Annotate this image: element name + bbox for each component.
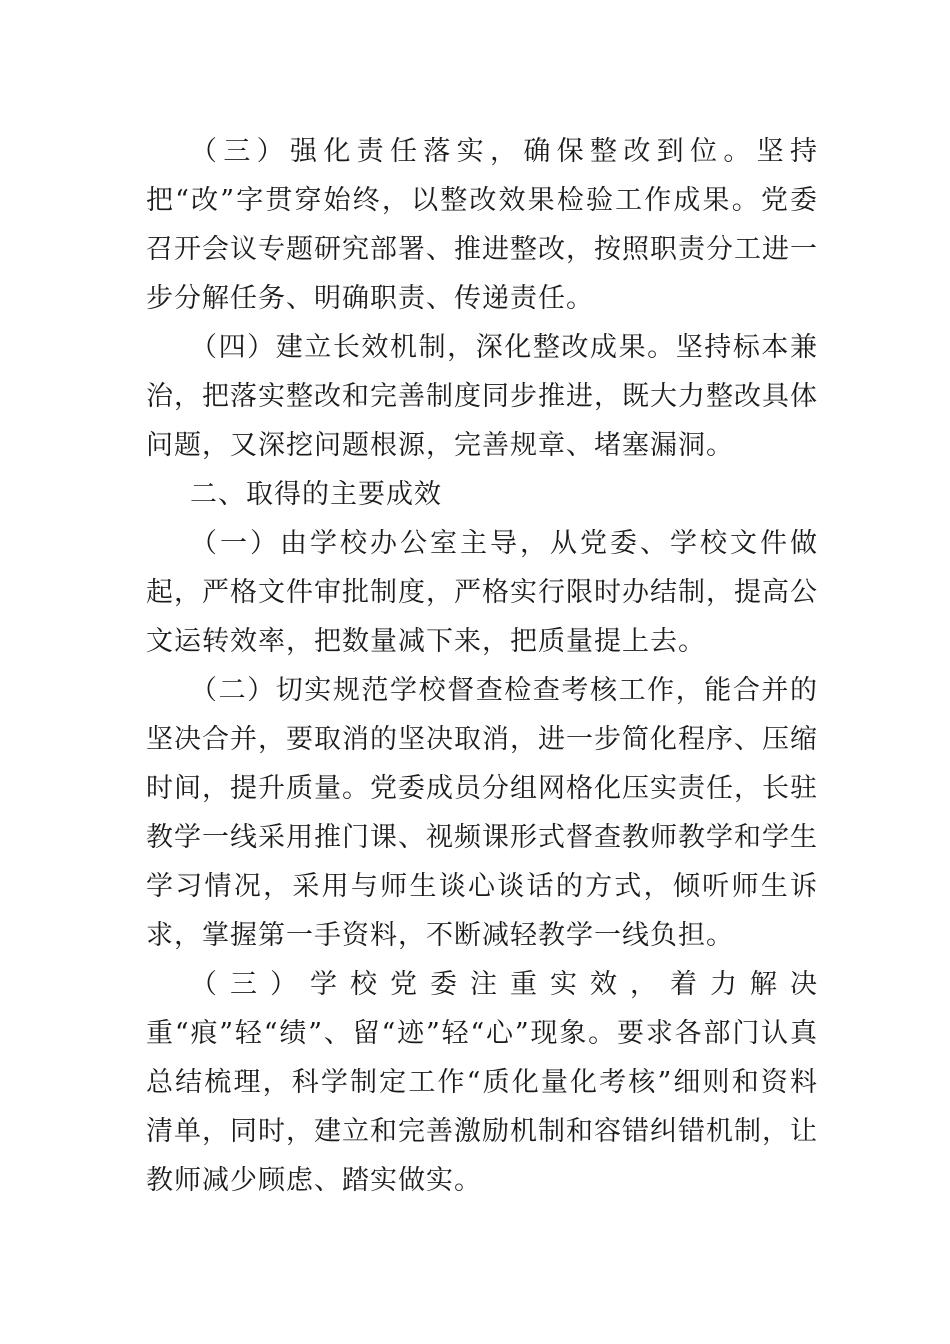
section-heading-main-results: 二、取得的主要成效	[190, 479, 442, 510]
document-body	[146, 127, 818, 1205]
paragraph-practical-effect: （三）学校党委注重实效，着力解决重“痕”轻“绩”、留“迹”轻“心”现象。要求各部门认真总结梳理，科学制定工作“质化量化考核”细则和资料清单，同时，建立和完善激励机制和容错纠错机制，让教师减少顾虑、踏实做实。	[146, 969, 818, 1196]
paragraph-strengthen-responsibility: （三）强化责任落实，确保整改到位。坚持把“改”字贯穿始终，以整改效果检验工作成果。党委召开会议专题研究部署、推进整改，按照职责分工进一步分解任务、明确职责、传递责任。	[146, 136, 818, 314]
paragraph-school-office: （一）由学校办公室主导，从党委、学校文件做起，严格文件审批制度，严格实行限时办结制，提高公文运转效率，把数量减下来，把质量提上去。	[146, 528, 818, 657]
paragraph-long-term-mechanism: （四）建立长效机制，深化整改成果。坚持标本兼治，把落实整改和完善制度同步推进，既大力整改具体问题，又深挖问题根源，完善规章、堵塞漏洞。	[146, 332, 818, 461]
paragraph-inspection-work: （二）切实规范学校督查检查考核工作，能合并的坚决合并，要取消的坚决取消，进一步简化程序、压缩时间，提升质量。党委成员分组网格化压实责任，长驻教学一线采用推门课、视频课形式督查教师教学和学生学习情况，采用与师生谈心谈话的方式，倾听师生诉求，掌握第一手资料，不断减轻教学一线负担。	[146, 675, 818, 951]
